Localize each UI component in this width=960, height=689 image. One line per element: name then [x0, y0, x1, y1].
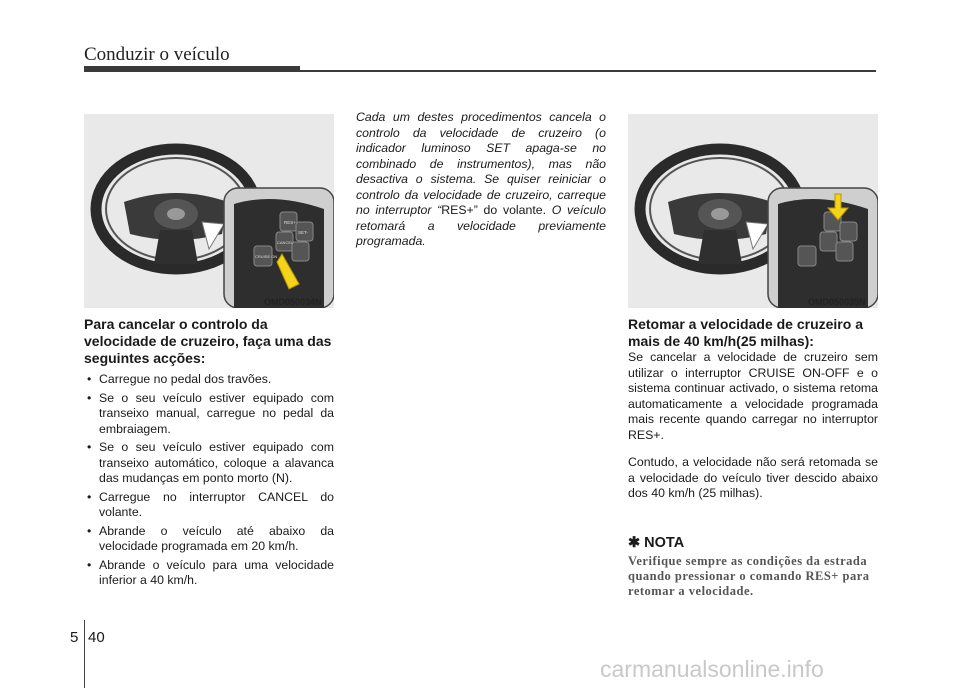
header-rule: [300, 70, 876, 72]
figure-caption-right: OMD050035N: [808, 297, 866, 307]
res-switch-text: RES+” do volante.: [441, 203, 547, 217]
resume-section-heading: Retomar a velocidade de cruzeiro a mais de 40 km/h(25 milhas):: [628, 316, 863, 349]
list-item: • Abrande o veículo até abaixo da velocidade programada em 20 km/h.: [84, 524, 334, 555]
list-item: • Abrande o veículo para uma velocidade inferior a 40 km/h.: [84, 558, 334, 589]
steering-wheel-figure-cancel: [84, 114, 334, 308]
page-header-title: Conduzir o veículo: [84, 44, 230, 65]
steering-wheel-resume-illustration: [628, 114, 878, 308]
steering-wheel-figure-resume: [628, 114, 878, 308]
list-item: • Carregue no interruptor CANCEL do volante.: [84, 490, 334, 521]
cancel-explanation-paragraph: [356, 110, 606, 250]
section-number: 5: [70, 629, 79, 646]
note-text: Verifique sempre as condições da estrada quando pressionar o comando RES+ para retomar a velocidade.: [628, 554, 870, 598]
resume-paragraph-2: Contudo, a velocidade não será retomada se a velocidade do veículo tiver descido abaixo dos 40 km/h (25 milhas).: [628, 455, 878, 500]
figure-caption-left: OMD050034N: [264, 297, 322, 307]
res-button-label: RES+: [284, 220, 296, 225]
footer-divider: [84, 620, 85, 688]
list-item: • Se o seu veículo estiver equipado com transeixo automático, coloque a alavanca das mudanças em ponto morto (N).: [84, 440, 334, 487]
cruise-button-label: CRUISE ON: [255, 254, 278, 259]
resume-paragraph-1: Se cancelar a velocidade de cruzeiro sem utilizar o interruptor CRUISE ON-OFF e o sistema continuar activado, o sistema retoma automaticamente a velocidade programada mais recente quando carregar no interruptor RES+.: [628, 350, 878, 442]
set-button-label: SET-: [298, 230, 309, 235]
explanation-text: Cada um destes procedimentos cancela o controlo da velocidade de cruzeiro (o indicador luminoso SET apaga-se no combinado de instrumentos), mas não desactiva o sistema. Se quiser reiniciar o controlo da velocidade de cruzeiro, carreque no interruptor “: [356, 110, 606, 217]
steering-wheel-cancel-illustration: [84, 114, 334, 308]
header-bar: [84, 66, 300, 72]
explanation-text-end: O veículo retomará a velocidade previamente programada.: [356, 203, 606, 248]
list-item: • Carregue no pedal dos travões.: [84, 372, 334, 388]
list-item: • Se o seu veículo estiver equipado com transeixo manual, carregue no pedal da embraiagem.: [84, 391, 334, 438]
cancel-methods-list: [84, 372, 334, 592]
cancel-button-label: CANCEL: [277, 240, 294, 245]
cancel-section-heading: Para cancelar o controlo da velocidade de cruzeiro, faça uma das seguintes acções:: [84, 316, 332, 366]
note-heading: ✱ NOTA: [628, 535, 685, 551]
page-number: 40: [88, 629, 105, 646]
watermark: carmanualsonline.info: [600, 656, 824, 682]
